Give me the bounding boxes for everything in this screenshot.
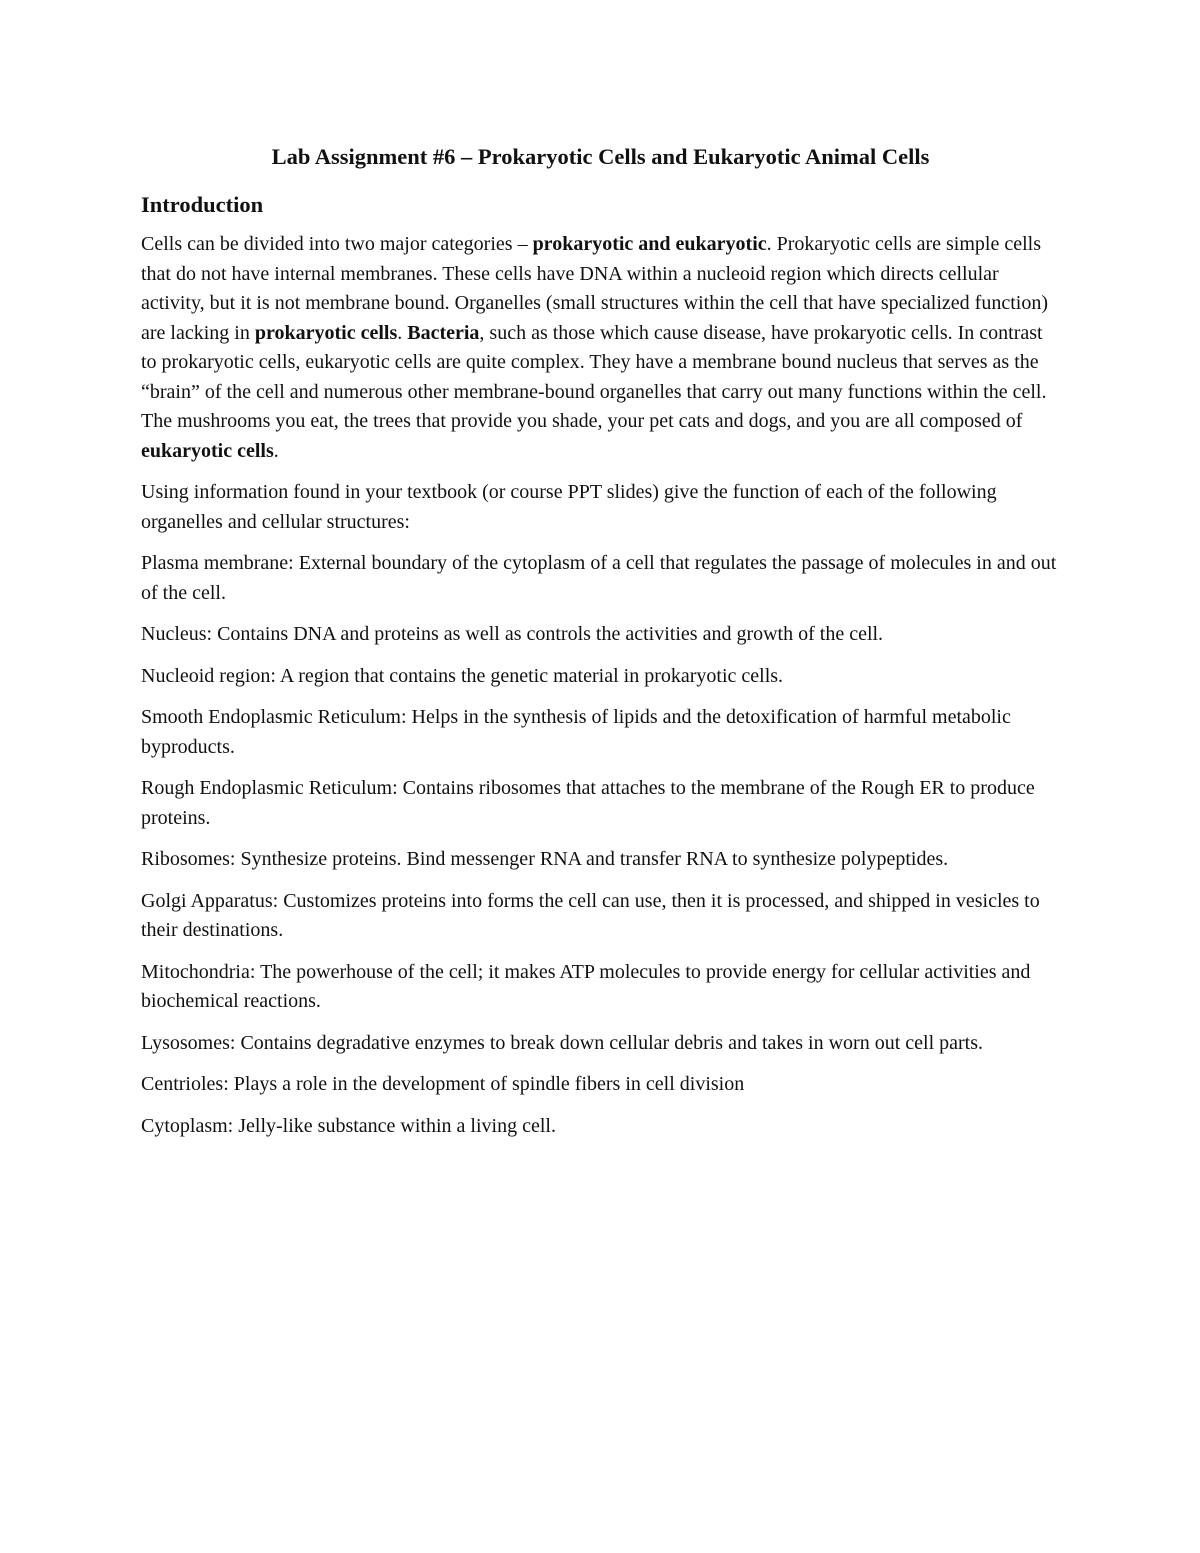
organelle-label: Ribosomes: xyxy=(141,848,236,870)
organelle-label: Nucleus: xyxy=(141,623,213,645)
organelle-definition: Jelly-like substance within a living cell. xyxy=(233,1114,556,1137)
organelle-label: Rough Endoplasmic Reticulum: xyxy=(141,777,398,799)
organelle-entry-golgi-apparatus xyxy=(141,887,1060,946)
organelle-entry-plasma-membrane xyxy=(141,549,1060,608)
section-heading-introduction: Introduction xyxy=(141,192,264,217)
intro-paragraph xyxy=(141,230,1060,466)
intro-bold-term: Bacteria xyxy=(407,321,480,344)
organelle-label: Smooth Endoplasmic Reticulum: xyxy=(141,706,407,728)
organelle-definition: Contains degradative enzymes to break down cellular debris and takes in worn out cell parts. xyxy=(235,1031,984,1054)
organelle-definition: Plays a role in the development of spindle fibers in cell division xyxy=(228,1073,745,1095)
organelle-definition: Contains ribosomes that attaches to the membrane of the Rough ER to produce proteins. xyxy=(141,777,1035,829)
intro-bold-term: prokaryotic and eukaryotic xyxy=(532,233,767,255)
organelle-entry-nucleus xyxy=(141,620,1060,650)
intro-bold-term: eukaryotic cells xyxy=(141,439,274,462)
organelle-label: Golgi Apparatus: xyxy=(141,889,279,912)
instructions-paragraph: Using information found in your textbook (or course PPT slides) give the function of each of the following organelles and cellular structures: xyxy=(141,481,997,533)
organelle-entry-smooth-er xyxy=(141,703,1060,762)
organelle-label: Nucleoid region: xyxy=(141,664,276,687)
organelle-definition: Synthesize proteins. Bind messenger RNA and transfer RNA to synthesize polypeptides. xyxy=(235,848,949,870)
intro-text: , such as those which cause disease, have prokaryotic cells. In contrast to prokaryotic cells, eukaryotic cells are quite complex. They have a membrane bound nucleus that serves as the “brain” of the cell and numerous other membrane-bound organelles that carry out many functions within the cell. The mushrooms you eat, the trees that provide you shade, your pet cats and dogs, and you are all composed of xyxy=(141,321,1047,432)
organelle-definition: External boundary of the cytoplasm of a cell that regulates the passage of molecules in and out of the cell. xyxy=(141,552,1057,604)
organelle-entry-centrioles xyxy=(141,1070,1060,1100)
organelle-entry-mitochondria xyxy=(141,958,1060,1017)
organelle-label: Cytoplasm: xyxy=(141,1114,234,1137)
organelle-label: Lysosomes: xyxy=(141,1031,236,1054)
organelle-definition: Customizes proteins into forms the cell can use, then it is processed, and shipped in vesicles to their destinations. xyxy=(141,889,1040,941)
organelle-label: Plasma membrane: xyxy=(141,552,294,574)
organelle-entry-ribosomes xyxy=(141,845,1060,875)
intro-text: . xyxy=(273,439,279,462)
organelle-entry-lysosomes xyxy=(141,1029,1060,1059)
intro-text: . xyxy=(397,321,408,344)
intro-text: Cells can be divided into two major categories – xyxy=(141,233,533,255)
intro-text: . Prokaryotic cells are simple cells that do not have internal membranes. These cells have DNA within a nucleoid region which directs cellular activity, but it is not membrane bound. Organelles (small structures within the cell that have specialized function) are lacking in xyxy=(141,233,1048,344)
organelle-definition: Helps in the synthesis of lipids and the detoxification of harmful metabolic byproducts. xyxy=(141,706,1011,758)
organelle-definition: The powerhouse of the cell; it makes ATP molecules to provide energy for cellular activities and biochemical reactions. xyxy=(141,960,1031,1012)
organelle-label: Mitochondria: xyxy=(141,960,256,983)
document-title: Lab Assignment #6 – Prokaryotic Cells and Eukaryotic Animal Cells xyxy=(271,144,930,169)
intro-bold-term: prokaryotic cells xyxy=(254,321,398,344)
organelle-entry-cytoplasm xyxy=(141,1112,1060,1142)
organelle-definition: A region that contains the genetic material in prokaryotic cells. xyxy=(275,664,784,687)
organelle-entry-nucleoid-region xyxy=(141,662,1060,692)
organelle-label: Centrioles: xyxy=(141,1073,229,1095)
organelle-definition: Contains DNA and proteins as well as controls the activities and growth of the cell. xyxy=(212,623,884,645)
organelle-entry-rough-er xyxy=(141,774,1060,833)
